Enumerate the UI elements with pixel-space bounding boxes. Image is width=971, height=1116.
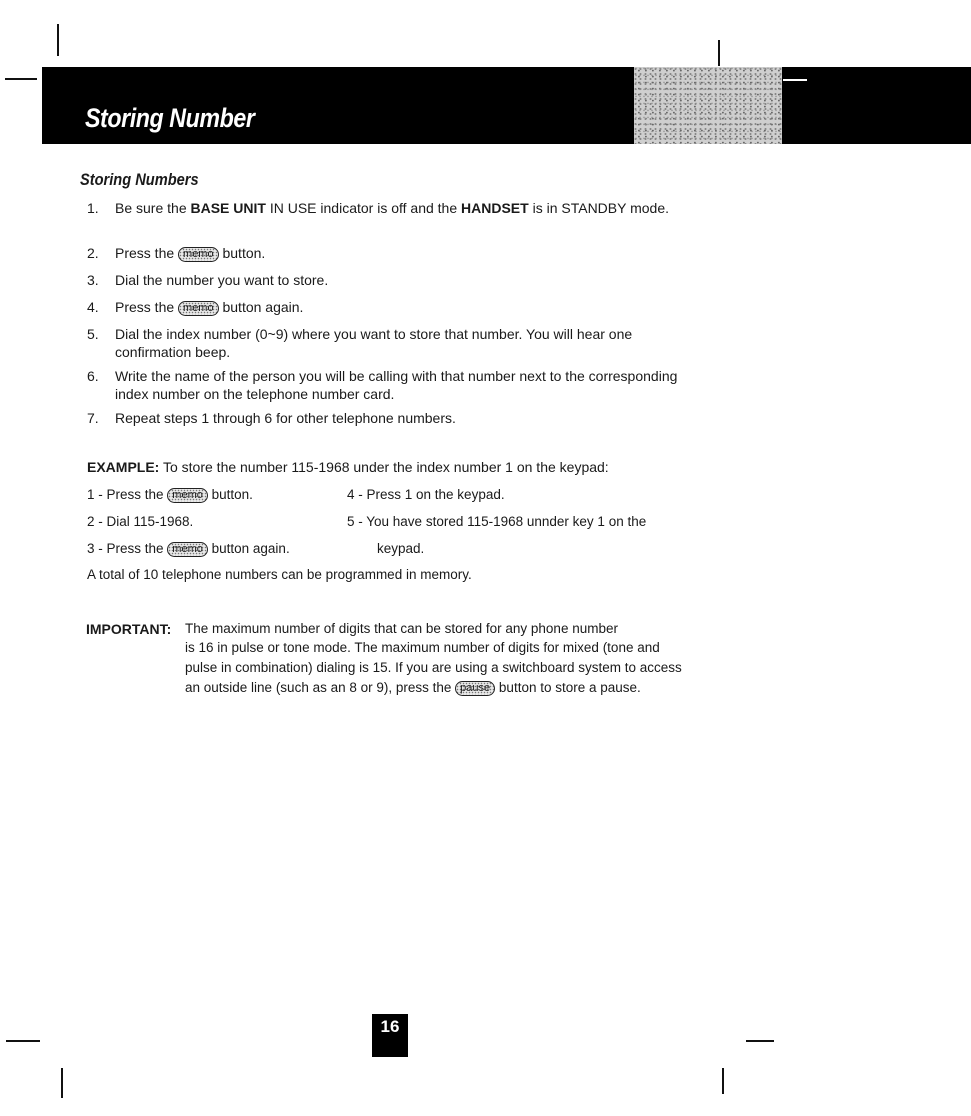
step-5 [87,325,707,365]
crop-mark [722,1068,724,1094]
example-text: button again. [211,541,290,556]
step-number: 7. [87,410,99,426]
base-unit-label: BASE UNIT [190,200,266,216]
crop-mark [746,1040,774,1042]
step-text: Write the name of the person you will be calling with that number next to the corresponding index number on the telephone number card. [115,368,678,402]
crop-mark [61,1068,63,1098]
memo-button-icon: memo [178,301,219,316]
step-number: 4. [87,299,99,315]
step-text-part: Be sure the [115,200,191,216]
example-step-5-cont: keypad. [377,541,425,556]
step-text: Dial the number you want to store. [115,272,329,288]
step-3 [87,271,707,291]
example-text: button. [211,487,253,502]
important-text-part: is 16 in pulse or tone mode. The maximum number of digits for mixed (tone and pulse in combination) dialing is 15. If you are using a switchboard system to access an outside line (such as an 8 or 9), press the [185,640,682,695]
step-text-part: Press the [115,299,175,315]
step-text [115,199,695,217]
crop-mark [6,1040,40,1042]
step-number: 1. [87,200,99,216]
important-text-part: button to store a pause. [498,680,641,695]
example-step-3 [87,540,290,558]
example-step-2: 2 - Dial 115-1968. [87,514,194,529]
step-6 [87,367,707,407]
crop-mark [5,78,37,80]
example-step-5: 5 - You have stored 115-1968 unnder key 1 on the [347,514,647,529]
step-number: 5. [87,326,99,342]
example-text: 3 - Press the [87,541,164,556]
step-text [115,244,695,262]
step-number: 2. [87,245,99,261]
example-intro [87,458,609,476]
pause-button-icon: pause [455,681,495,696]
step-text-part: is in STANDBY mode. [528,200,670,216]
important-text [185,638,695,698]
important-label: IMPORTANT: [86,621,172,637]
important-line-1: The maximum number of digits that can be stored for any phone number [185,621,618,636]
step-text-part: button again. [222,299,304,315]
step-2 [87,244,707,264]
memo-button-icon: memo [167,542,208,557]
handset-label: HANDSET [461,200,529,216]
example-step-1 [87,486,253,504]
memo-button-icon: memo [178,247,219,262]
step-7 [87,409,707,429]
step-text: Dial the index number (0~9) where you want to store that number. You will hear one confirmation beep. [115,326,633,360]
step-4 [87,298,707,318]
banner-mark [783,79,807,81]
crop-mark [57,24,59,56]
example-text: 1 - Press the [87,487,164,502]
step-text [115,298,695,316]
page-number: 16 [372,1014,408,1057]
memo-button-icon: memo [167,488,208,503]
step-number: 6. [87,368,99,384]
example-step-4: 4 - Press 1 on the keypad. [347,487,505,502]
section-title: Storing Numbers [80,170,199,189]
banner-texture [634,67,782,144]
example-intro-text: To store the number 115-1968 under the index number 1 on the keypad: [162,459,609,475]
crop-mark [718,40,720,66]
step-text-part: button. [222,245,266,261]
example-label: EXAMPLE: [87,459,160,475]
page-title: Storing Number [85,103,255,133]
step-text-part: IN USE indicator is off and the [265,200,462,216]
example-total: A total of 10 telephone numbers can be programmed in memory. [87,567,472,582]
step-number: 3. [87,272,99,288]
step-1 [87,199,707,239]
header-banner [42,67,971,144]
step-text: Repeat steps 1 through 6 for other telephone numbers. [115,410,456,426]
step-text-part: Press the [115,245,175,261]
